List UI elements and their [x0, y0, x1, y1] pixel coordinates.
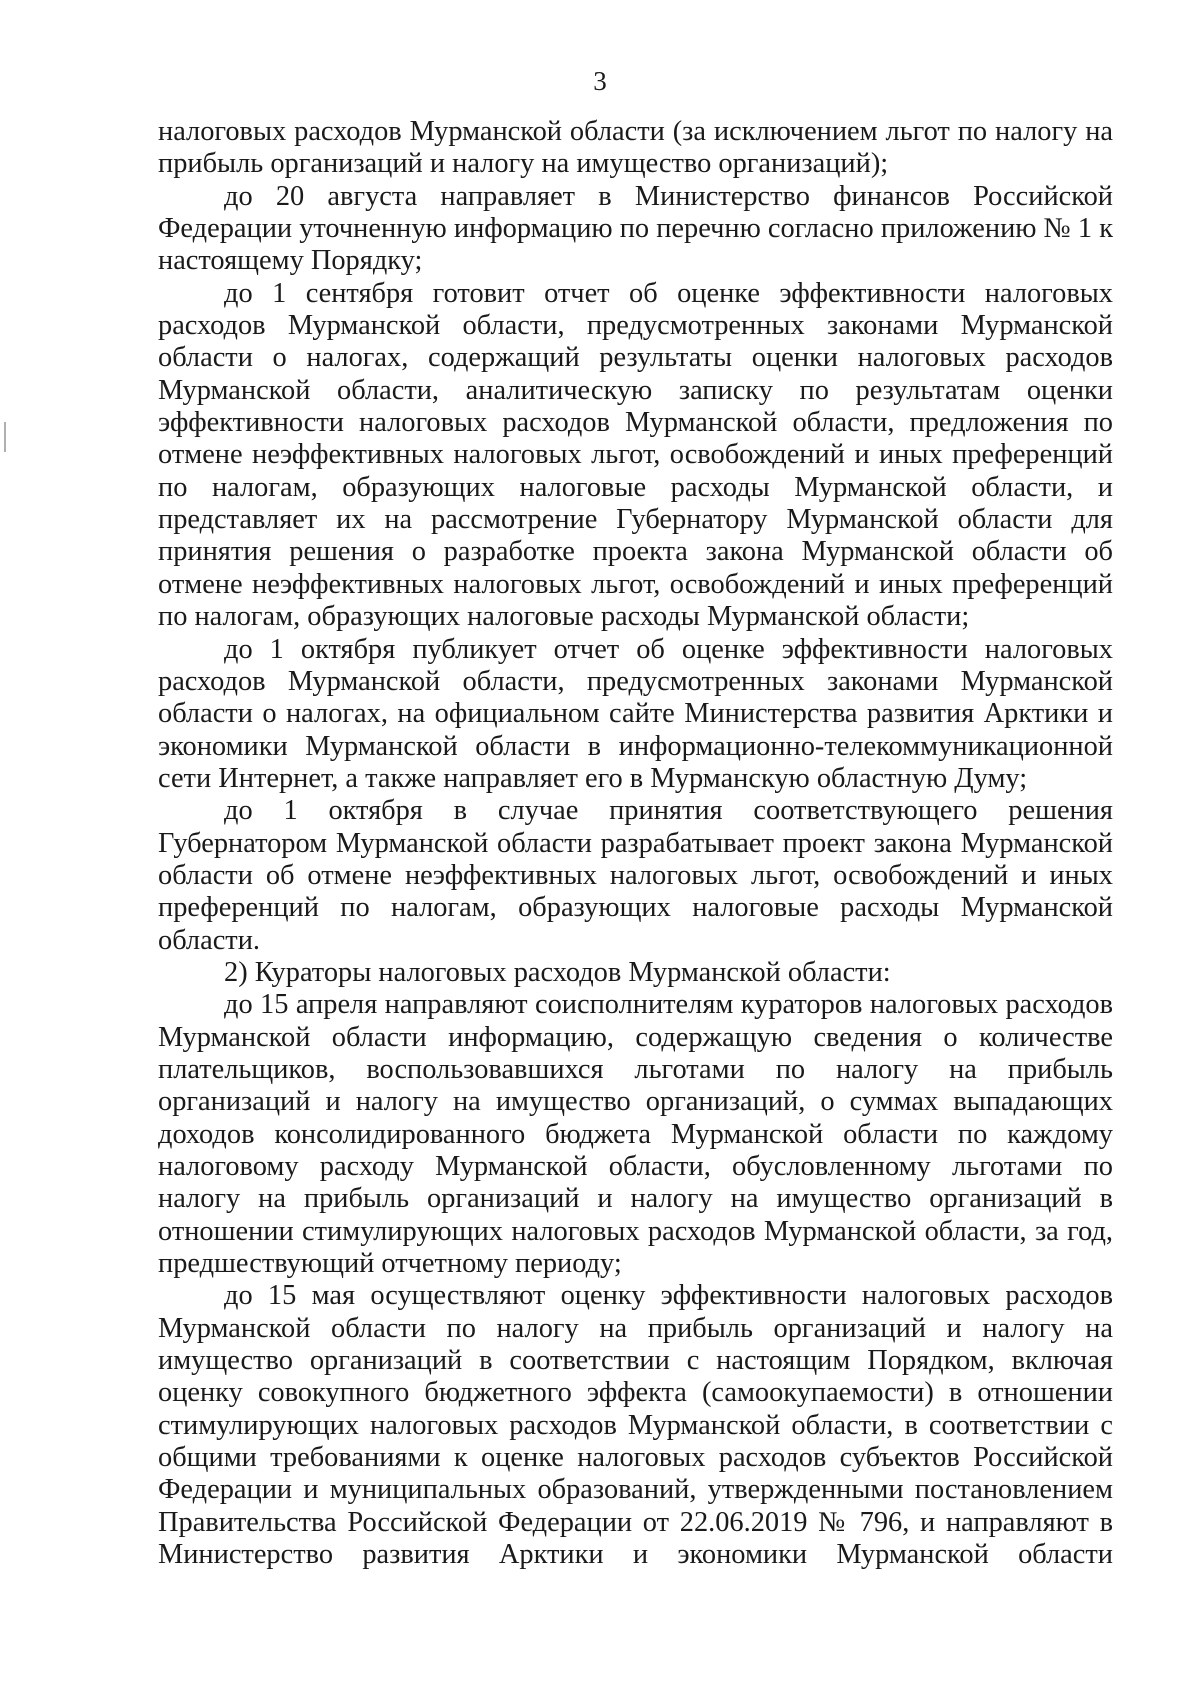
- paragraph-may-15: до 15 мая осуществляют оценку эффективности налоговых расходов Мурманской области по налогу на прибыль организаций и налогу на имущество организаций в соответствии с настоящим Порядком, включая оценку совокупного бюджетного эффекта (самоокупаемости) в отношении стимулирующих налоговых расходов Мурманской области, в соответствии с общими требованиями к оценке налоговых расходов субъектов Российской Федерации и муниципальных образований, утвержденными постановлением Правительства Российской Федерации от 22.06.2019 № 796, и направляют в Министерство развития Арктики и экономики Мурманской области: [158, 1280, 1113, 1571]
- scan-edge-mark: [4, 422, 6, 452]
- paragraph-september-1: до 1 сентября готовит отчет об оценке эффективности налоговых расходов Мурманской области, предусмотренных законами Мурманской области о налогах, содержащий результаты оценки налоговых расходов Мурманской области, аналитическую записку по результатам оценки эффективности налоговых расходов Мурманской области, предложения по отмене неэффективных налоговых льгот, освобождений и иных преференций по налогам, образующих налоговые расходы Мурманской области, и представляет их на рассмотрение Губернатору Мурманской области для принятия решения о разработке проекта закона Мурманской области об отмене неэффективных налоговых льгот, освобождений и иных преференций по налогам, образующих налоговые расходы Мурманской области;: [158, 277, 1113, 633]
- paragraph-curators-heading: 2) Кураторы налоговых расходов Мурманской области:: [224, 956, 891, 988]
- paragraph-continuation: налоговых расходов Мурманской области (за исключением льгот по налогу на прибыль организаций и налогу на имущество организаций);: [158, 116, 1113, 180]
- page-number: 3: [593, 66, 607, 96]
- paragraph-october-1-draft-law: до 1 октября в случае принятия соответствующего решения Губернатором Мурманской области разрабатывает проект закона Мурманской области об отмене неэффективных налоговых льгот, освобождений и иных преференций по налогам, образующих налоговые расходы Мурманской области.: [158, 795, 1113, 956]
- paragraph-october-1-publish: до 1 октября публикует отчет об оценке эффективности налоговых расходов Мурманской области, предусмотренных законами Мурманской области о налогах, на официальном сайте Министерства развития Арктики и экономики Мурманской области в информационно-телекоммуникационной сети Интернет, а также направляет его в Мурманскую областную Думу;: [158, 633, 1113, 794]
- paragraph-april-15: до 15 апреля направляют соисполнителям кураторов налоговых расходов Мурманской области информацию, содержащую сведения о количестве плательщиков, воспользовавшихся льготами по налогу на прибыль организаций и налогу на имущество организаций, о суммах выпадающих доходов консолидированного бюджета Мурманской области по каждому налоговому расходу Мурманской области, обусловленному льготами по налогу на прибыль организаций и налогу на имущество организаций в отношении стимулирующих налоговых расходов Мурманской области, за год, предшествующий отчетному периоду;: [158, 989, 1113, 1280]
- paragraph-august-20: до 20 августа направляет в Министерство финансов Российской Федерации уточненную информацию по перечню согласно приложению № 1 к настоящему Порядку;: [158, 180, 1113, 277]
- document-body: [158, 116, 1113, 1571]
